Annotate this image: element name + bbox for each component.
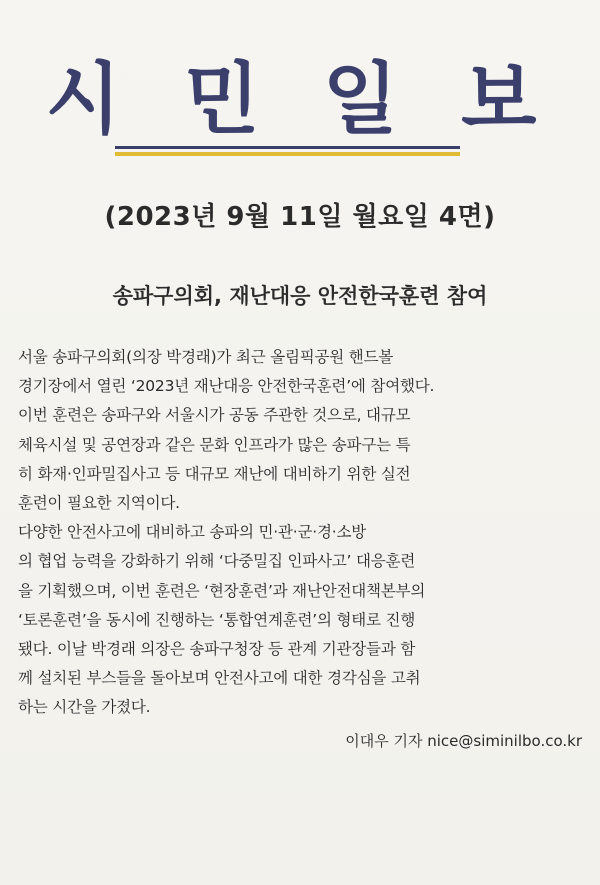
- body-line: 됐다. 이날 박경래 의장은 송파구청장 등 관계 기관장들과 함: [18, 639, 416, 658]
- body-line: 하는 시간을 가졌다.: [18, 698, 151, 717]
- body-line: 께 설치된 부스들을 돌아보며 안전사고에 대한 경각심을 고취: [18, 669, 421, 688]
- body-line: 서울 송파구의회(의장 박경래)가 최근 올림픽공원 핸드볼: [18, 348, 394, 366]
- masthead-rule-dark: [115, 146, 460, 149]
- body-line: 경기장에서 열린 ‘2023년 재난대응 안전한국훈련’에 참여했다.: [18, 377, 435, 396]
- dateline: (2023년 9월 11일 월요일 4면): [104, 202, 496, 232]
- body-line: 을 기획했으며, 이번 훈련은 ‘현장훈련’과 재난안전대책본부의: [18, 581, 426, 600]
- article-headline: 송파구의회, 재난대응 안전한국훈련 참여: [112, 284, 488, 308]
- article-body: [18, 343, 584, 722]
- body-line: 이번 훈련은 송파구와 서울시가 공동 주관한 것으로, 대규모: [18, 406, 411, 425]
- body-line: 다양한 안전사고에 대비하고 송파의 민·관·군·경·소방: [18, 523, 367, 542]
- body-line: 히 화재·인파밀집사고 등 대규모 재난에 대비하기 위한 실전: [18, 464, 411, 483]
- body-line: 훈련이 필요한 지역이다.: [18, 493, 180, 512]
- masthead: 시 민 일 보: [45, 55, 555, 145]
- body-line: ‘토론훈련’을 동시에 진행하는 ‘통합연계훈련’의 형태로 진행: [18, 610, 416, 629]
- body-line: 체육시설 및 공연장과 같은 문화 인프라가 많은 송파구는 특: [18, 435, 411, 454]
- reporter-byline: 이대우 기자 nice@siminilbo.co.kr: [345, 732, 582, 750]
- body-line: 의 협업 능력을 강화하기 위해 ‘다중밀집 인파사고’ 대응훈련: [18, 552, 416, 571]
- masthead-rule-gold: [115, 152, 460, 156]
